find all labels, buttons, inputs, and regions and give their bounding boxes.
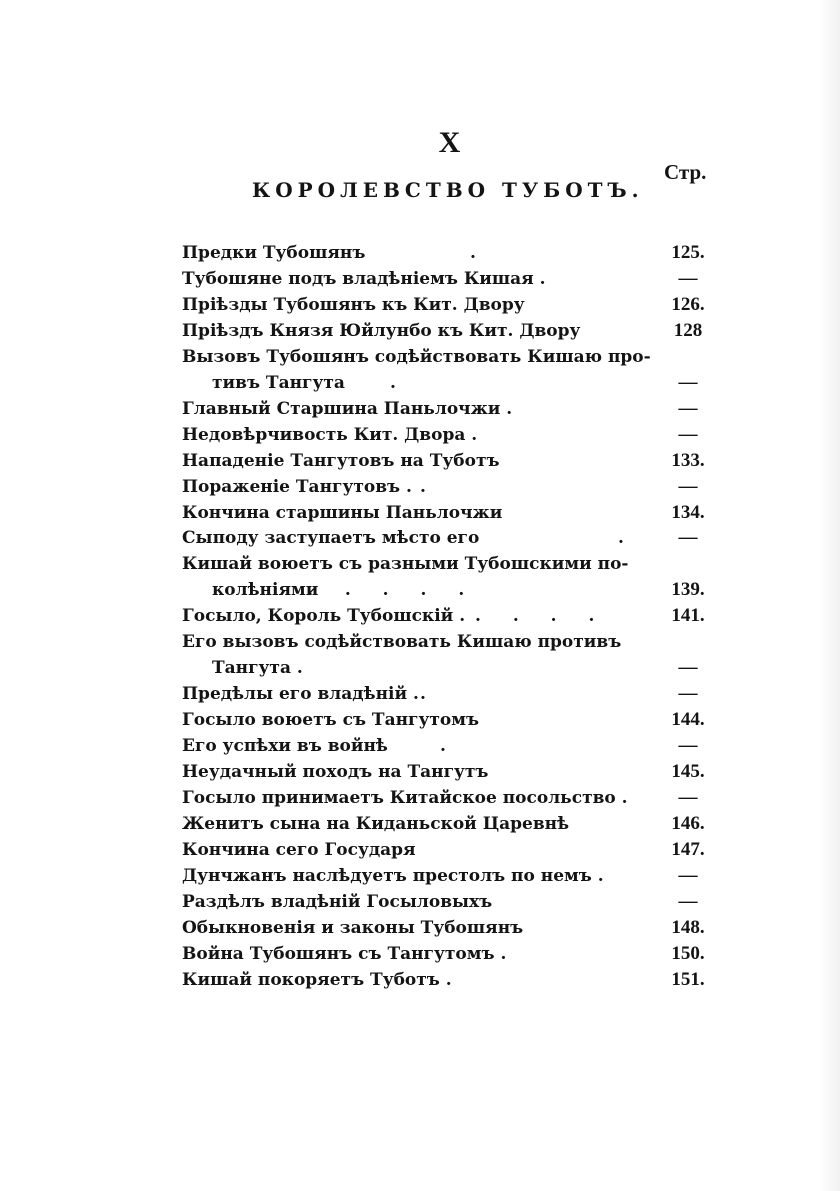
toc-page-number: 145. <box>671 761 705 782</box>
toc-entry <box>212 655 742 681</box>
toc-entry <box>182 941 712 967</box>
toc-page-number: 146. <box>671 813 705 834</box>
toc-entry-title: Госыло, Король Тубошскій . <box>182 606 466 626</box>
toc-entry <box>182 448 712 474</box>
toc-entry <box>182 396 712 422</box>
toc-page-number: — <box>678 476 698 497</box>
toc-entry-title: Недовѣрчивость Кит. Двора . <box>182 425 478 445</box>
toc-entry-title: Обыкновенія и законы Тубошянъ <box>182 918 524 938</box>
toc-page-number: 128 <box>673 320 703 341</box>
toc-entry <box>182 422 712 448</box>
toc-leader-dots: . . . . <box>475 606 608 626</box>
toc-entry <box>182 551 712 577</box>
toc-page-number: 133. <box>671 450 705 471</box>
toc-leader-dots: . <box>390 373 409 393</box>
toc-page-number: — <box>678 865 698 886</box>
toc-leader-dots: . <box>440 736 459 756</box>
toc-leader-dots: . <box>420 477 439 497</box>
toc-entry <box>182 811 712 837</box>
toc-page-number: 151. <box>671 969 705 990</box>
toc-entry <box>182 266 712 292</box>
toc-entry-title: Раздѣлъ владѣній Госыловыхъ <box>182 892 493 912</box>
toc-entry-title: Кончина старшины Паньлочжи <box>182 503 503 523</box>
toc-entry <box>182 785 712 811</box>
toc-page-number: 148. <box>671 917 705 938</box>
toc-page-number: 126. <box>671 294 705 315</box>
toc-page-number: — <box>678 424 698 445</box>
toc-page-number: 150. <box>671 943 705 964</box>
toc-entry <box>212 577 742 603</box>
toc-page-number: — <box>678 787 698 808</box>
toc-page-number: 141. <box>671 605 705 626</box>
toc-entry <box>212 370 742 396</box>
toc-leader-dots: . <box>618 528 637 548</box>
toc-page-number: 147. <box>671 839 705 860</box>
toc-entry-title: Предѣлы его владѣній . <box>182 684 419 704</box>
toc-page-number: 144. <box>671 709 705 730</box>
toc-entry-title: Кишай воюетъ съ разными Тубошскими по- <box>182 554 629 574</box>
toc-leader-dots: . <box>470 243 489 263</box>
toc-entry-title: Тубошяне подъ владѣніемъ Кишая . <box>182 269 546 289</box>
toc-entry-title: Дунчжанъ наслѣдуетъ престолъ по немъ . <box>182 866 604 886</box>
toc-entry <box>182 240 712 266</box>
toc-entry-title: Неудачный походъ на Тангутъ <box>182 762 489 782</box>
page-column-label: Стр. <box>664 160 707 184</box>
toc-entry <box>182 629 712 655</box>
toc-page-number: 125. <box>671 242 705 263</box>
toc-entry-title: Тангута . <box>212 658 303 678</box>
toc-page-number: — <box>678 891 698 912</box>
toc-entry <box>182 318 712 344</box>
toc-page-number: — <box>678 683 698 704</box>
toc-entry <box>182 707 712 733</box>
toc-entry-title: Война Тубошянъ съ Тангутомъ . <box>182 944 507 964</box>
toc-entry <box>182 889 712 915</box>
toc-entry <box>182 759 712 785</box>
toc-entry-title: Главный Старшина Паньлочжи . <box>182 399 513 419</box>
toc-entry <box>182 733 712 759</box>
toc-entry <box>182 681 712 707</box>
toc-entry <box>182 292 712 318</box>
toc-entry-title: Пріѣздъ Князя Юйлунбо къ Кит. Двору <box>182 321 581 341</box>
toc-page-number: 134. <box>671 502 705 523</box>
toc-entry-title: Кишай покоряетъ Туботъ . <box>182 970 452 990</box>
toc-entry-title: тивъ Тангута <box>212 373 345 393</box>
toc-entry <box>182 837 712 863</box>
toc-page-number: — <box>678 657 698 678</box>
toc-entry-title: Кончина сего Государя <box>182 840 416 860</box>
toc-entry-title: Пріѣзды Тубошянъ къ Кит. Двору <box>182 295 525 315</box>
toc-entry <box>182 863 712 889</box>
toc-page-number: — <box>678 372 698 393</box>
toc-entry-title: Госыло воюетъ съ Тангутомъ <box>182 710 480 730</box>
toc-page-number: — <box>678 398 698 419</box>
toc-entry-title: Нападеніе Тангутовъ на Туботъ <box>182 451 500 471</box>
toc-entry <box>182 915 712 941</box>
chapter-numeral: X <box>438 126 462 159</box>
toc-leader-dots: . . . . . <box>307 580 478 600</box>
section-title: КОРОЛЕВСТВО ТУБОТЪ. <box>252 178 644 202</box>
toc-page-number: 139. <box>671 579 705 600</box>
toc-entry-title: колѣніями <box>212 580 319 600</box>
toc-entry-title: Его успѣхи въ войнѣ <box>182 736 388 756</box>
toc-entry <box>182 967 712 993</box>
toc-entry-title: Пораженіе Тангутовъ . <box>182 477 412 497</box>
toc-page-number: — <box>678 735 698 756</box>
toc-entry <box>182 603 712 629</box>
toc-entry-title: Вызовъ Тубошянъ содѣйствовать Кишаю про- <box>182 347 651 367</box>
toc-entry-title: Сыподу заступаетъ мѣсто его <box>182 528 480 548</box>
toc-entry-title: Госыло принимаетъ Китайское посольство . <box>182 788 628 808</box>
toc-entry <box>182 500 712 526</box>
toc-page-number: — <box>678 268 698 289</box>
toc-entry-title: Женитъ сына на Киданьской Царевнѣ <box>182 814 570 834</box>
toc-page-number: — <box>678 527 698 548</box>
toc-entry <box>182 525 712 551</box>
toc-entry-title: Его вызовъ содѣйствовать Кишаю противъ <box>182 632 622 652</box>
toc-entry <box>182 344 712 370</box>
toc-entry <box>182 474 712 500</box>
toc-leader-dots: . <box>420 684 439 704</box>
toc-entry-title: Предки Тубошянъ <box>182 243 366 263</box>
